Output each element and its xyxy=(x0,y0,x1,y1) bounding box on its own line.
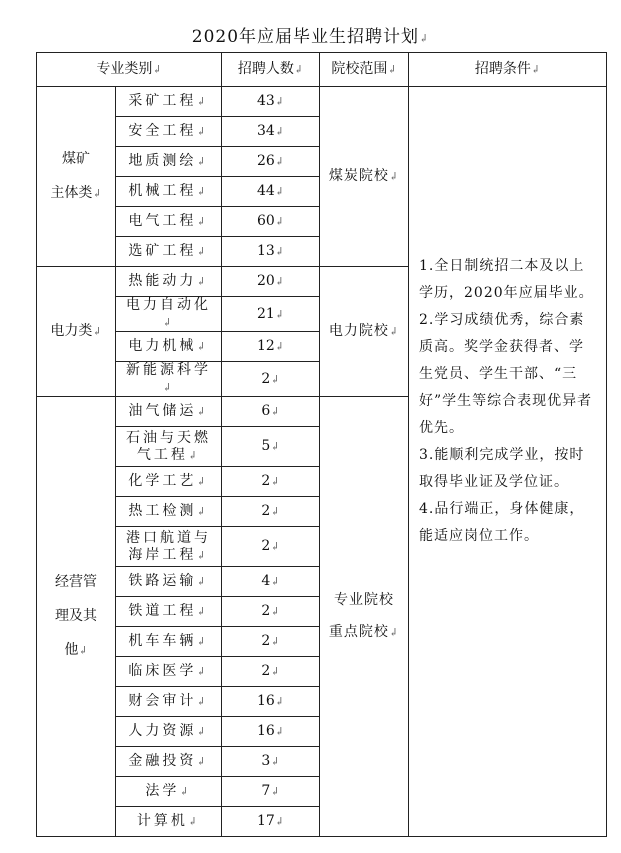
count-cell: 26↲ xyxy=(222,147,320,177)
header-category: 专业类别↲ xyxy=(37,53,222,87)
category-label: 主体类↲ xyxy=(50,185,102,201)
count-cell: 17↲ xyxy=(222,807,320,837)
page-title: 2020年应届毕业生招聘计划↲ xyxy=(191,27,430,47)
major-cell: 法学↲ xyxy=(116,777,222,807)
major-cell: 计算机↲ xyxy=(116,807,222,837)
count-cell: 2↲ xyxy=(222,467,320,497)
table-row xyxy=(37,87,607,117)
major-cell: 新能源科学↲ xyxy=(116,362,222,397)
scope-cell xyxy=(320,87,409,267)
count-cell: 2↲ xyxy=(222,657,320,687)
major-cell: 选矿工程↲ xyxy=(116,237,222,267)
major-cell: 采矿工程↲ xyxy=(116,87,222,117)
scope-cell xyxy=(320,397,409,837)
major-cell: 人力资源↲ xyxy=(116,717,222,747)
count-cell: 34↲ xyxy=(222,117,320,147)
conditions-cell xyxy=(409,87,607,837)
category-cell xyxy=(37,87,116,267)
major-cell: 热工检测↲ xyxy=(116,497,222,527)
condition-item: 3.能顺利完成学业，按时取得毕业证及学位证。 xyxy=(419,447,585,490)
count-cell: 2↲ xyxy=(222,627,320,657)
count-cell: 2↲ xyxy=(222,497,320,527)
count-cell: 2↲ xyxy=(222,527,320,567)
major-cell: 机械工程↲ xyxy=(116,177,222,207)
count-cell: 43↲ xyxy=(222,87,320,117)
category-label: 煤矿 xyxy=(62,151,90,167)
count-cell: 12↲ xyxy=(222,332,320,362)
condition-item: 2.学习成绩优秀，综合素质高。奖学金获得者、学生党员、学生干部、“三好”学生等综合表现优异者优先。 xyxy=(419,312,593,436)
major-cell: 电气工程↲ xyxy=(116,207,222,237)
category-cell xyxy=(37,267,116,397)
major-cell: 电力机械↲ xyxy=(116,332,222,362)
major-cell: 临床医学↲ xyxy=(116,657,222,687)
count-cell: 21↲ xyxy=(222,297,320,332)
condition-item: 1.全日制统招二本及以上学历，2020年应届毕业。 xyxy=(419,258,594,301)
major-cell: 石油与天燃气工程↲ xyxy=(116,427,222,467)
count-cell: 2↲ xyxy=(222,362,320,397)
major-cell: 机车车辆↲ xyxy=(116,627,222,657)
count-cell: 4↲ xyxy=(222,567,320,597)
major-cell: 金融投资↲ xyxy=(116,747,222,777)
recruitment-table xyxy=(36,52,607,837)
major-cell: 电力自动化↲ xyxy=(116,297,222,332)
category-label: 经营管 xyxy=(55,574,97,590)
scope-label: 电力院校↲ xyxy=(328,323,400,339)
header-row xyxy=(37,53,607,87)
major-cell: 铁道工程↲ xyxy=(116,597,222,627)
count-cell: 44↲ xyxy=(222,177,320,207)
count-cell: 16↲ xyxy=(222,717,320,747)
count-cell: 60↲ xyxy=(222,207,320,237)
scope-label: 重点院校↲ xyxy=(328,624,400,640)
count-cell: 16↲ xyxy=(222,687,320,717)
scope-label: 专业院校 xyxy=(334,592,394,608)
header-scope: 院校范围↲ xyxy=(320,53,409,87)
count-cell: 13↲ xyxy=(222,237,320,267)
category-label: 电力类↲ xyxy=(50,323,102,339)
scope-cell xyxy=(320,267,409,397)
category-cell xyxy=(37,397,116,837)
major-cell: 财会审计↲ xyxy=(116,687,222,717)
count-cell: 7↲ xyxy=(222,777,320,807)
scope-label: 煤炭院校↲ xyxy=(328,168,400,184)
count-cell: 20↲ xyxy=(222,267,320,297)
count-cell: 2↲ xyxy=(222,597,320,627)
major-cell: 油气储运↲ xyxy=(116,397,222,427)
header-count: 招聘人数↲ xyxy=(222,53,320,87)
major-cell: 港口航道与海岸工程↲ xyxy=(116,527,222,567)
category-label: 他↲ xyxy=(64,642,88,658)
header-conditions: 招聘条件↲ xyxy=(409,53,607,87)
condition-item: 4.品行端正，身体健康，能适应岗位工作。 xyxy=(419,501,585,544)
major-cell: 热能动力↲ xyxy=(116,267,222,297)
count-cell: 5↲ xyxy=(222,427,320,467)
major-cell: 地质测绘↲ xyxy=(116,147,222,177)
major-cell: 安全工程↲ xyxy=(116,117,222,147)
category-label: 理及其 xyxy=(55,608,97,624)
count-cell: 3↲ xyxy=(222,747,320,777)
major-cell: 铁路运输↲ xyxy=(116,567,222,597)
count-cell: 6↲ xyxy=(222,397,320,427)
major-cell: 化学工艺↲ xyxy=(116,467,222,497)
